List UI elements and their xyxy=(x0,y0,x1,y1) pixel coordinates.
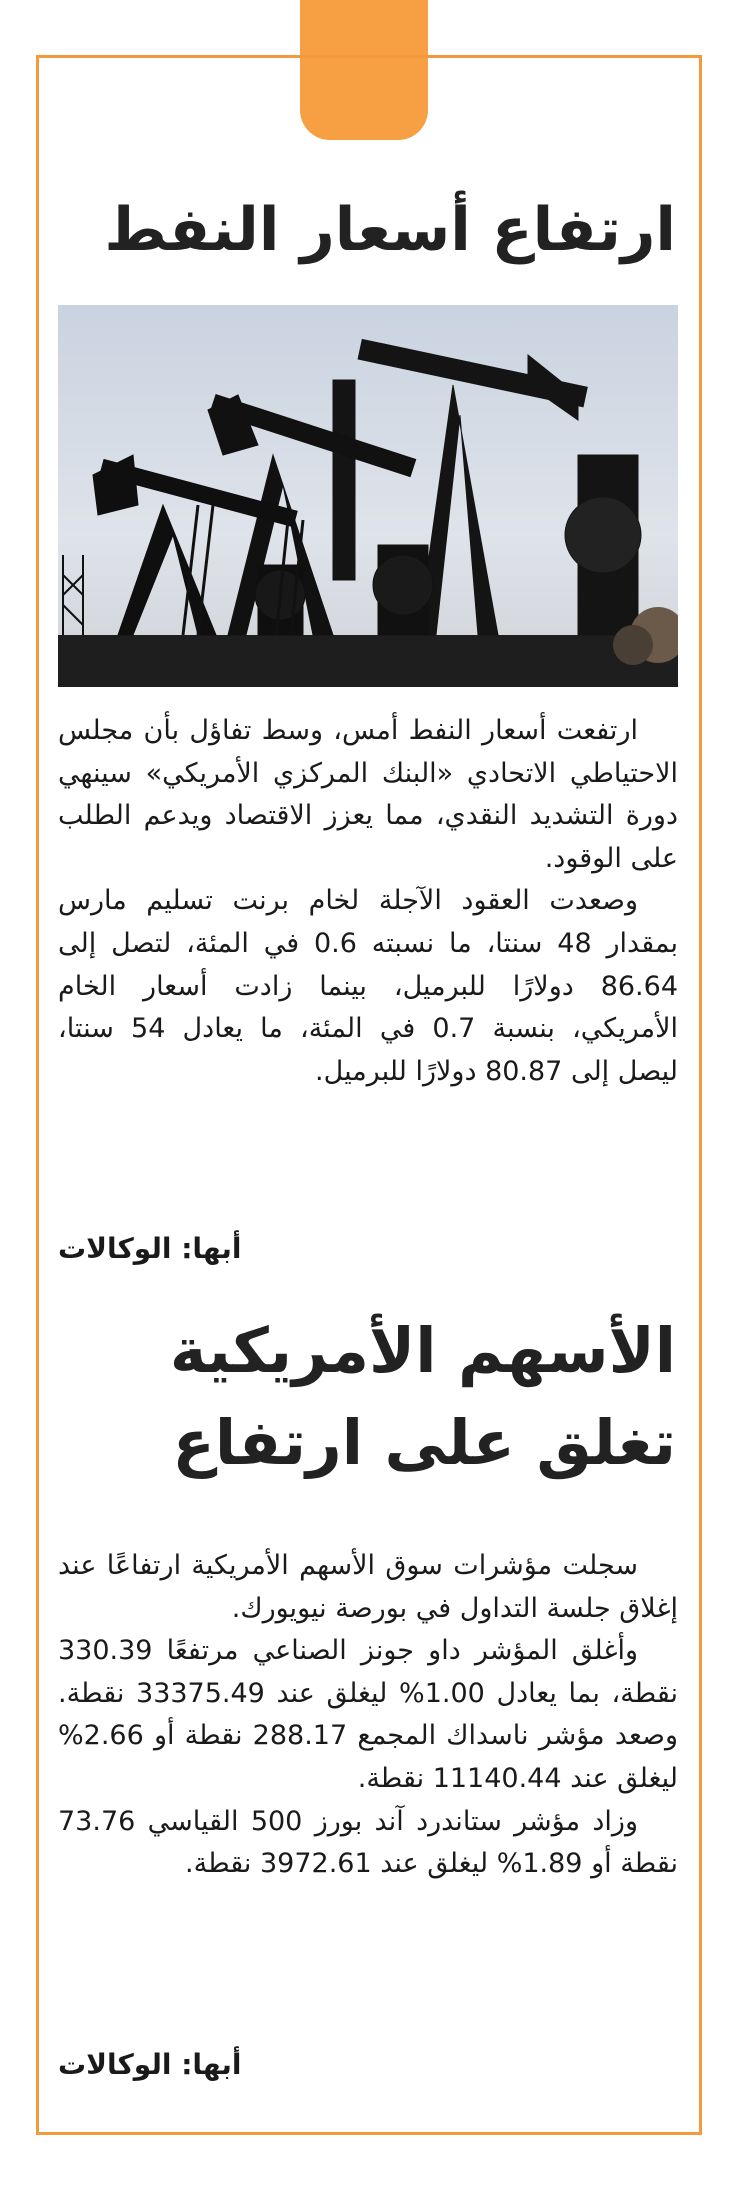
oil-pumpjacks-photo xyxy=(58,305,678,687)
oil-prices-body xyxy=(58,710,678,1093)
paragraph: وأغلق المؤشر داو جونز الصناعي مرتفعًا 330.39 نقطة، بما يعادل 1.00% ليغلق عند 33375.49 نقطة. وصعد مؤشر ناسداك المجمع 288.17 نقطة أو 2.66% ليغلق عند 11140.44 نقطة. xyxy=(58,1635,678,1794)
stocks-body xyxy=(58,1545,678,1886)
oil-prices-headline: ارتفاع أسعار النفط xyxy=(104,195,676,265)
headline-line: تغلق على ارتفاع xyxy=(172,1406,676,1479)
byline xyxy=(58,1232,678,1265)
paragraph: وزاد مؤشر ستاندرد آند بورز 500 القياسي 73.76 نقطة أو 1.89% ليغلق عند 3972.61 نقطة. xyxy=(58,1805,678,1880)
byline-text: أبها: الوكالات xyxy=(58,1232,242,1265)
paragraph: سجلت مؤشرات سوق الأسهم الأمريكية ارتفاعًا عند إغلاق جلسة التداول في بورصة نيويورك. xyxy=(58,1550,678,1624)
byline xyxy=(58,2048,678,2081)
paragraph: ارتفعت أسعار النفط أمس، وسط تفاؤل بأن مجلس الاحتياطي الاتحادي «البنك المركزي الأمريكي» سينهي دورة التشديد النقدي، مما يعزز الاقتصاد ويدعم الطلب على الوقود. xyxy=(58,715,678,874)
headline-line: الأسهم الأمريكية xyxy=(169,1314,676,1387)
stocks-headline xyxy=(58,1305,676,1489)
paragraph: وصعدت العقود الآجلة لخام برنت تسليم مارس بمقدار 48 سنتا، ما نسبته 0.6 في المئة، لتصل إلى 86.64 دولارًا للبرميل، بينما زادت أسعار الخام الأمريكي، بنسبة 0.7 في المئة، ما يعادل 54 سنتا، ليصل إلى 80.87 دولارًا للبرميل. xyxy=(58,885,679,1087)
byline-text: أبها: الوكالات xyxy=(58,2048,242,2081)
